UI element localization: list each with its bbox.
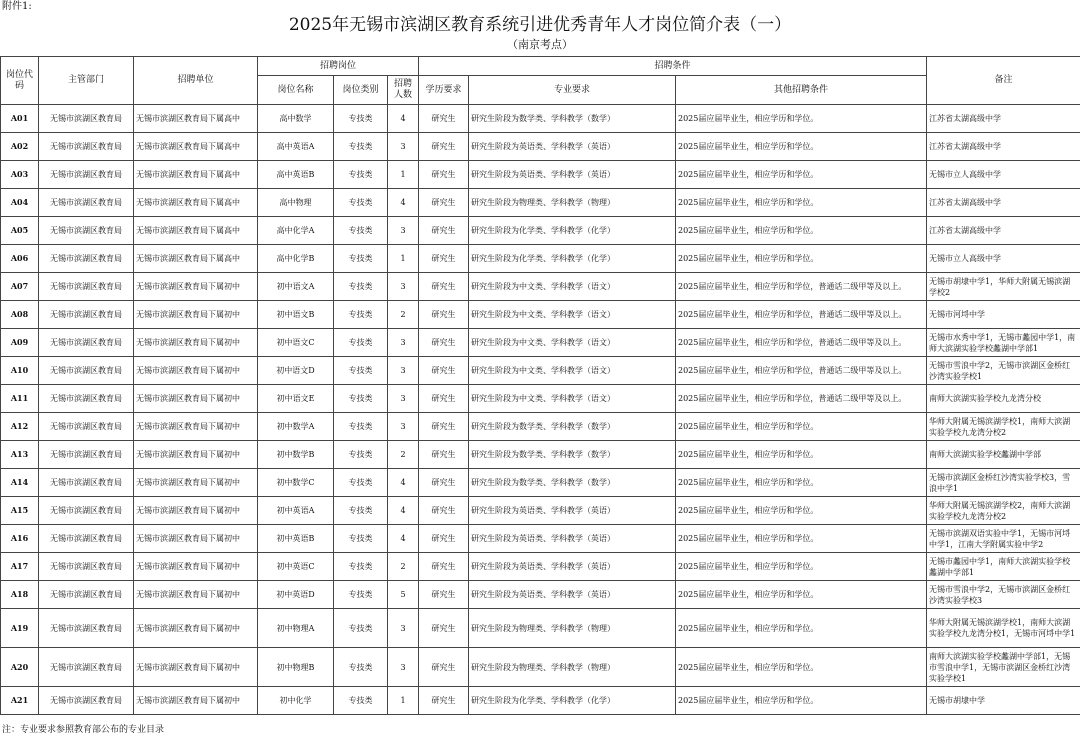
cell-major: 研究生阶段为英语类、学科教学（英语）	[469, 497, 676, 525]
cell-code: A18	[1, 581, 39, 609]
cell-count: 4	[388, 497, 419, 525]
cell-department: 无锡市滨湖区教育局	[39, 469, 134, 497]
cell-position-name: 初中语文C	[258, 329, 334, 357]
cell-count: 3	[388, 217, 419, 245]
cell-other: 2025届应届毕业生，相应学历和学位，普通话二级甲等及以上。	[676, 301, 927, 329]
cell-department: 无锡市滨湖区教育局	[39, 687, 134, 715]
cell-unit: 无锡市滨湖区教育局下属高中	[134, 245, 258, 273]
cell-code: A04	[1, 189, 39, 217]
cell-education: 研究生	[419, 609, 469, 648]
positions-table	[0, 56, 1080, 715]
cell-code: A08	[1, 301, 39, 329]
cell-unit: 无锡市滨湖区教育局下属初中	[134, 357, 258, 385]
cell-code: A06	[1, 245, 39, 273]
cell-other: 2025届应届毕业生，相应学历和学位，普通话二级甲等及以上。	[676, 357, 927, 385]
cell-count: 3	[388, 413, 419, 441]
cell-remark: 华师大附属无锡滨湖学校1，南师大滨湖实验学校九龙湾分校2	[927, 413, 1080, 441]
cell-other: 2025届应届毕业生，相应学历和学位。	[676, 648, 927, 687]
cell-remark: 江苏省太湖高级中学	[927, 189, 1080, 217]
cell-code: A07	[1, 273, 39, 301]
cell-position-type: 专技类	[334, 648, 388, 687]
cell-major: 研究生阶段为物理类、学科教学（物理）	[469, 609, 676, 648]
cell-department: 无锡市滨湖区教育局	[39, 385, 134, 413]
cell-position-type: 专技类	[334, 609, 388, 648]
cell-position-type: 专技类	[334, 553, 388, 581]
cell-major: 研究生阶段为化学类、学科教学（化学）	[469, 217, 676, 245]
cell-position-type: 专技类	[334, 273, 388, 301]
cell-position-name: 初中英语C	[258, 553, 334, 581]
cell-major: 研究生阶段为数学类、学科教学（数学）	[469, 441, 676, 469]
cell-department: 无锡市滨湖区教育局	[39, 553, 134, 581]
header-major: 专业要求	[469, 76, 676, 105]
cell-education: 研究生	[419, 133, 469, 161]
table-row	[1, 413, 1080, 441]
cell-department: 无锡市滨湖区教育局	[39, 273, 134, 301]
table-row	[1, 357, 1080, 385]
table-row	[1, 329, 1080, 357]
cell-remark: 无锡市雪浪中学2，无锡市滨湖区金桥红沙湾实验学校3	[927, 581, 1080, 609]
cell-department: 无锡市滨湖区教育局	[39, 161, 134, 189]
cell-education: 研究生	[419, 329, 469, 357]
cell-department: 无锡市滨湖区教育局	[39, 189, 134, 217]
cell-code: A02	[1, 133, 39, 161]
cell-major: 研究生阶段为化学类、学科教学（化学）	[469, 245, 676, 273]
cell-count: 1	[388, 161, 419, 189]
cell-code: A17	[1, 553, 39, 581]
cell-remark: 无锡市立人高级中学	[927, 245, 1080, 273]
cell-position-type: 专技类	[334, 301, 388, 329]
header-position-name: 岗位名称	[258, 76, 334, 105]
cell-other: 2025届应届毕业生，相应学历和学位，普通话二级甲等及以上。	[676, 385, 927, 413]
table-row	[1, 301, 1080, 329]
cell-code: A05	[1, 217, 39, 245]
cell-major: 研究生阶段为英语类、学科教学（英语）	[469, 525, 676, 553]
cell-unit: 无锡市滨湖区教育局下属高中	[134, 161, 258, 189]
cell-count: 3	[388, 609, 419, 648]
page-subtitle: （南京考点）	[507, 38, 573, 51]
cell-other: 2025届应届毕业生，相应学历和学位。	[676, 217, 927, 245]
cell-position-name: 初中语文E	[258, 385, 334, 413]
cell-education: 研究生	[419, 413, 469, 441]
cell-other: 2025届应届毕业生，相应学历和学位。	[676, 525, 927, 553]
cell-unit: 无锡市滨湖区教育局下属初中	[134, 609, 258, 648]
cell-unit: 无锡市滨湖区教育局下属初中	[134, 413, 258, 441]
cell-remark: 无锡市蠡园中学1，南师大滨湖实验学校蠡湖中学部1	[927, 553, 1080, 581]
cell-position-type: 专技类	[334, 161, 388, 189]
cell-count: 1	[388, 687, 419, 715]
cell-unit: 无锡市滨湖区教育局下属初中	[134, 273, 258, 301]
cell-major: 研究生阶段为中文类、学科教学（语文）	[469, 357, 676, 385]
cell-education: 研究生	[419, 648, 469, 687]
cell-unit: 无锡市滨湖区教育局下属初中	[134, 525, 258, 553]
cell-unit: 无锡市滨湖区教育局下属初中	[134, 329, 258, 357]
header-department: 主管部门	[39, 57, 134, 105]
cell-count: 5	[388, 581, 419, 609]
cell-education: 研究生	[419, 553, 469, 581]
cell-education: 研究生	[419, 441, 469, 469]
cell-other: 2025届应届毕业生，相应学历和学位。	[676, 133, 927, 161]
cell-other: 2025届应届毕业生，相应学历和学位。	[676, 497, 927, 525]
cell-position-name: 初中物理A	[258, 609, 334, 648]
attachment-label: 附件1:	[2, 1, 32, 12]
table-row	[1, 245, 1080, 273]
header-position-group: 招聘岗位	[258, 57, 419, 76]
cell-education: 研究生	[419, 245, 469, 273]
cell-major: 研究生阶段为数学类、学科教学（数学）	[469, 413, 676, 441]
cell-count: 4	[388, 105, 419, 133]
cell-position-type: 专技类	[334, 217, 388, 245]
cell-count: 4	[388, 525, 419, 553]
cell-remark: 南师大滨湖实验学校蠡湖中学部	[927, 441, 1080, 469]
cell-department: 无锡市滨湖区教育局	[39, 329, 134, 357]
cell-major: 研究生阶段为物理类、学科教学（物理）	[469, 189, 676, 217]
header-education: 学历要求	[419, 76, 469, 105]
cell-position-type: 专技类	[334, 105, 388, 133]
cell-major: 研究生阶段为英语类、学科教学（英语）	[469, 161, 676, 189]
cell-position-name: 高中化学A	[258, 217, 334, 245]
cell-remark: 江苏省太湖高级中学	[927, 133, 1080, 161]
table-row	[1, 273, 1080, 301]
cell-remark: 无锡市滨湖双语实验中学1，无锡市河埒中学1，江南大学附属实验中学2	[927, 525, 1080, 553]
cell-education: 研究生	[419, 469, 469, 497]
cell-position-name: 初中数学C	[258, 469, 334, 497]
cell-unit: 无锡市滨湖区教育局下属初中	[134, 553, 258, 581]
cell-other: 2025届应届毕业生，相应学历和学位。	[676, 245, 927, 273]
cell-position-type: 专技类	[334, 497, 388, 525]
cell-major: 研究生阶段为中文类、学科教学（语文）	[469, 301, 676, 329]
header-code: 岗位代码	[1, 57, 39, 105]
cell-code: A16	[1, 525, 39, 553]
cell-remark: 无锡市河埒中学	[927, 301, 1080, 329]
cell-remark: 南师大滨湖实验学校九龙湾分校	[927, 385, 1080, 413]
cell-position-name: 高中化学B	[258, 245, 334, 273]
cell-remark: 江苏省太湖高级中学	[927, 217, 1080, 245]
cell-position-name: 初中语文A	[258, 273, 334, 301]
cell-major: 研究生阶段为数学类、学科教学（数学）	[469, 469, 676, 497]
cell-code: A09	[1, 329, 39, 357]
cell-unit: 无锡市滨湖区教育局下属初中	[134, 581, 258, 609]
table-row	[1, 497, 1080, 525]
cell-education: 研究生	[419, 385, 469, 413]
table-row	[1, 161, 1080, 189]
cell-other: 2025届应届毕业生，相应学历和学位。	[676, 441, 927, 469]
cell-other: 2025届应届毕业生，相应学历和学位。	[676, 553, 927, 581]
cell-department: 无锡市滨湖区教育局	[39, 581, 134, 609]
cell-position-type: 专技类	[334, 245, 388, 273]
cell-count: 4	[388, 189, 419, 217]
cell-other: 2025届应届毕业生，相应学历和学位。	[676, 413, 927, 441]
cell-department: 无锡市滨湖区教育局	[39, 133, 134, 161]
cell-remark: 无锡市水秀中学1，无锡市蠡园中学1，南师大滨湖实验学校蠡湖中学部1	[927, 329, 1080, 357]
cell-other: 2025届应届毕业生，相应学历和学位。	[676, 469, 927, 497]
table-row	[1, 525, 1080, 553]
cell-position-type: 专技类	[334, 469, 388, 497]
header-unit: 招聘单位	[134, 57, 258, 105]
cell-other: 2025届应届毕业生，相应学历和学位，普通话二级甲等及以上。	[676, 329, 927, 357]
table-row	[1, 385, 1080, 413]
cell-department: 无锡市滨湖区教育局	[39, 525, 134, 553]
cell-other: 2025届应届毕业生，相应学历和学位。	[676, 581, 927, 609]
cell-remark: 无锡市滨湖区金桥红沙湾实验学校3，雪浪中学1	[927, 469, 1080, 497]
cell-unit: 无锡市滨湖区教育局下属初中	[134, 497, 258, 525]
cell-department: 无锡市滨湖区教育局	[39, 648, 134, 687]
cell-major: 研究生阶段为英语类、学科教学（英语）	[469, 581, 676, 609]
cell-remark: 无锡市胡埭中学1，华师大附属无锡滨湖学校2	[927, 273, 1080, 301]
cell-unit: 无锡市滨湖区教育局下属初中	[134, 385, 258, 413]
header-count: 招聘人数	[388, 76, 419, 105]
cell-code: A13	[1, 441, 39, 469]
cell-education: 研究生	[419, 687, 469, 715]
cell-unit: 无锡市滨湖区教育局下属高中	[134, 189, 258, 217]
cell-remark: 华师大附属无锡滨湖学校2，南师大滨湖实验学校九龙湾分校2	[927, 497, 1080, 525]
cell-code: A10	[1, 357, 39, 385]
header-other: 其他招聘条件	[676, 76, 927, 105]
cell-education: 研究生	[419, 217, 469, 245]
cell-position-name: 高中英语B	[258, 161, 334, 189]
cell-remark: 无锡市胡埭中学	[927, 687, 1080, 715]
cell-unit: 无锡市滨湖区教育局下属初中	[134, 648, 258, 687]
cell-count: 3	[388, 357, 419, 385]
cell-position-type: 专技类	[334, 687, 388, 715]
cell-other: 2025届应届毕业生，相应学历和学位。	[676, 687, 927, 715]
cell-department: 无锡市滨湖区教育局	[39, 105, 134, 133]
table-row	[1, 687, 1080, 715]
cell-department: 无锡市滨湖区教育局	[39, 413, 134, 441]
cell-department: 无锡市滨湖区教育局	[39, 245, 134, 273]
cell-department: 无锡市滨湖区教育局	[39, 301, 134, 329]
cell-major: 研究生阶段为中文类、学科教学（语文）	[469, 385, 676, 413]
cell-code: A12	[1, 413, 39, 441]
cell-other: 2025届应届毕业生，相应学历和学位。	[676, 609, 927, 648]
table-row	[1, 581, 1080, 609]
cell-unit: 无锡市滨湖区教育局下属初中	[134, 687, 258, 715]
cell-major: 研究生阶段为英语类、学科教学（英语）	[469, 553, 676, 581]
table-row	[1, 133, 1080, 161]
positions-table-body	[1, 105, 1080, 715]
cell-count: 2	[388, 553, 419, 581]
header-conditions-group: 招聘条件	[419, 57, 927, 76]
cell-code: A01	[1, 105, 39, 133]
cell-education: 研究生	[419, 525, 469, 553]
cell-code: A19	[1, 609, 39, 648]
cell-position-name: 初中英语A	[258, 497, 334, 525]
cell-count: 2	[388, 441, 419, 469]
cell-major: 研究生阶段为数学类、学科教学（数学）	[469, 105, 676, 133]
cell-education: 研究生	[419, 105, 469, 133]
table-row	[1, 217, 1080, 245]
cell-position-name: 初中数学A	[258, 413, 334, 441]
table-row	[1, 648, 1080, 687]
cell-count: 1	[388, 245, 419, 273]
cell-count: 2	[388, 301, 419, 329]
cell-position-type: 专技类	[334, 329, 388, 357]
footnote: 注：专业要求参照教育部公布的专业目录	[2, 725, 165, 735]
cell-education: 研究生	[419, 189, 469, 217]
cell-position-type: 专技类	[334, 581, 388, 609]
cell-education: 研究生	[419, 301, 469, 329]
cell-other: 2025届应届毕业生，相应学历和学位。	[676, 105, 927, 133]
cell-position-type: 专技类	[334, 133, 388, 161]
header-remark: 备注	[927, 57, 1080, 105]
cell-department: 无锡市滨湖区教育局	[39, 497, 134, 525]
cell-other: 2025届应届毕业生，相应学历和学位。	[676, 161, 927, 189]
cell-education: 研究生	[419, 161, 469, 189]
cell-count: 3	[388, 329, 419, 357]
cell-code: A14	[1, 469, 39, 497]
table-row	[1, 105, 1080, 133]
cell-position-name: 高中物理	[258, 189, 334, 217]
cell-department: 无锡市滨湖区教育局	[39, 441, 134, 469]
cell-position-type: 专技类	[334, 189, 388, 217]
cell-count: 3	[388, 273, 419, 301]
cell-unit: 无锡市滨湖区教育局下属初中	[134, 441, 258, 469]
cell-education: 研究生	[419, 273, 469, 301]
cell-code: A03	[1, 161, 39, 189]
cell-position-type: 专技类	[334, 357, 388, 385]
cell-other: 2025届应届毕业生，相应学历和学位，普通话二级甲等及以上。	[676, 273, 927, 301]
cell-code: A20	[1, 648, 39, 687]
cell-other: 2025届应届毕业生，相应学历和学位。	[676, 189, 927, 217]
cell-position-name: 初中数学B	[258, 441, 334, 469]
cell-count: 4	[388, 469, 419, 497]
cell-position-type: 专技类	[334, 441, 388, 469]
cell-code: A11	[1, 385, 39, 413]
cell-major: 研究生阶段为英语类、学科教学（英语）	[469, 133, 676, 161]
cell-education: 研究生	[419, 581, 469, 609]
cell-major: 研究生阶段为化学类、学科教学（化学）	[469, 687, 676, 715]
table-row	[1, 553, 1080, 581]
table-row	[1, 609, 1080, 648]
table-row	[1, 189, 1080, 217]
cell-unit: 无锡市滨湖区教育局下属高中	[134, 217, 258, 245]
cell-position-name: 初中化学	[258, 687, 334, 715]
cell-remark: 无锡市雪浪中学2，无锡市滨湖区金桥红沙湾实验学校1	[927, 357, 1080, 385]
cell-position-type: 专技类	[334, 525, 388, 553]
cell-position-type: 专技类	[334, 385, 388, 413]
cell-count: 3	[388, 648, 419, 687]
cell-count: 3	[388, 385, 419, 413]
cell-position-name: 高中英语A	[258, 133, 334, 161]
cell-position-name: 初中语文D	[258, 357, 334, 385]
cell-position-name: 初中物理B	[258, 648, 334, 687]
cell-remark: 南师大滨湖实验学校蠡湖中学部1，无锡市雪浪中学1，无锡市滨湖区金桥红沙湾实验学校1	[927, 648, 1080, 687]
cell-position-type: 专技类	[334, 413, 388, 441]
cell-position-name: 初中语文B	[258, 301, 334, 329]
cell-remark: 无锡市立人高级中学	[927, 161, 1080, 189]
cell-department: 无锡市滨湖区教育局	[39, 357, 134, 385]
cell-position-name: 初中英语B	[258, 525, 334, 553]
cell-department: 无锡市滨湖区教育局	[39, 217, 134, 245]
cell-count: 3	[388, 133, 419, 161]
page-title: 2025年无锡市滨湖区教育系统引进优秀青年人才岗位简介表（一）	[288, 15, 792, 35]
cell-remark: 江苏省太湖高级中学	[927, 105, 1080, 133]
cell-unit: 无锡市滨湖区教育局下属高中	[134, 105, 258, 133]
cell-unit: 无锡市滨湖区教育局下属初中	[134, 301, 258, 329]
cell-education: 研究生	[419, 497, 469, 525]
cell-position-name: 初中英语D	[258, 581, 334, 609]
cell-department: 无锡市滨湖区教育局	[39, 609, 134, 648]
cell-unit: 无锡市滨湖区教育局下属初中	[134, 469, 258, 497]
table-row	[1, 469, 1080, 497]
cell-major: 研究生阶段为物理类、学科教学（物理）	[469, 648, 676, 687]
cell-position-name: 高中数学	[258, 105, 334, 133]
table-row	[1, 441, 1080, 469]
cell-remark: 华师大附属无锡滨湖学校1，南师大滨湖实验学校九龙湾分校1，无锡市河埒中学1	[927, 609, 1080, 648]
cell-major: 研究生阶段为中文类、学科教学（语文）	[469, 329, 676, 357]
cell-major: 研究生阶段为中文类、学科教学（语文）	[469, 273, 676, 301]
cell-code: A15	[1, 497, 39, 525]
header-position-type: 岗位类别	[334, 76, 388, 105]
cell-code: A21	[1, 687, 39, 715]
cell-unit: 无锡市滨湖区教育局下属高中	[134, 133, 258, 161]
cell-education: 研究生	[419, 357, 469, 385]
